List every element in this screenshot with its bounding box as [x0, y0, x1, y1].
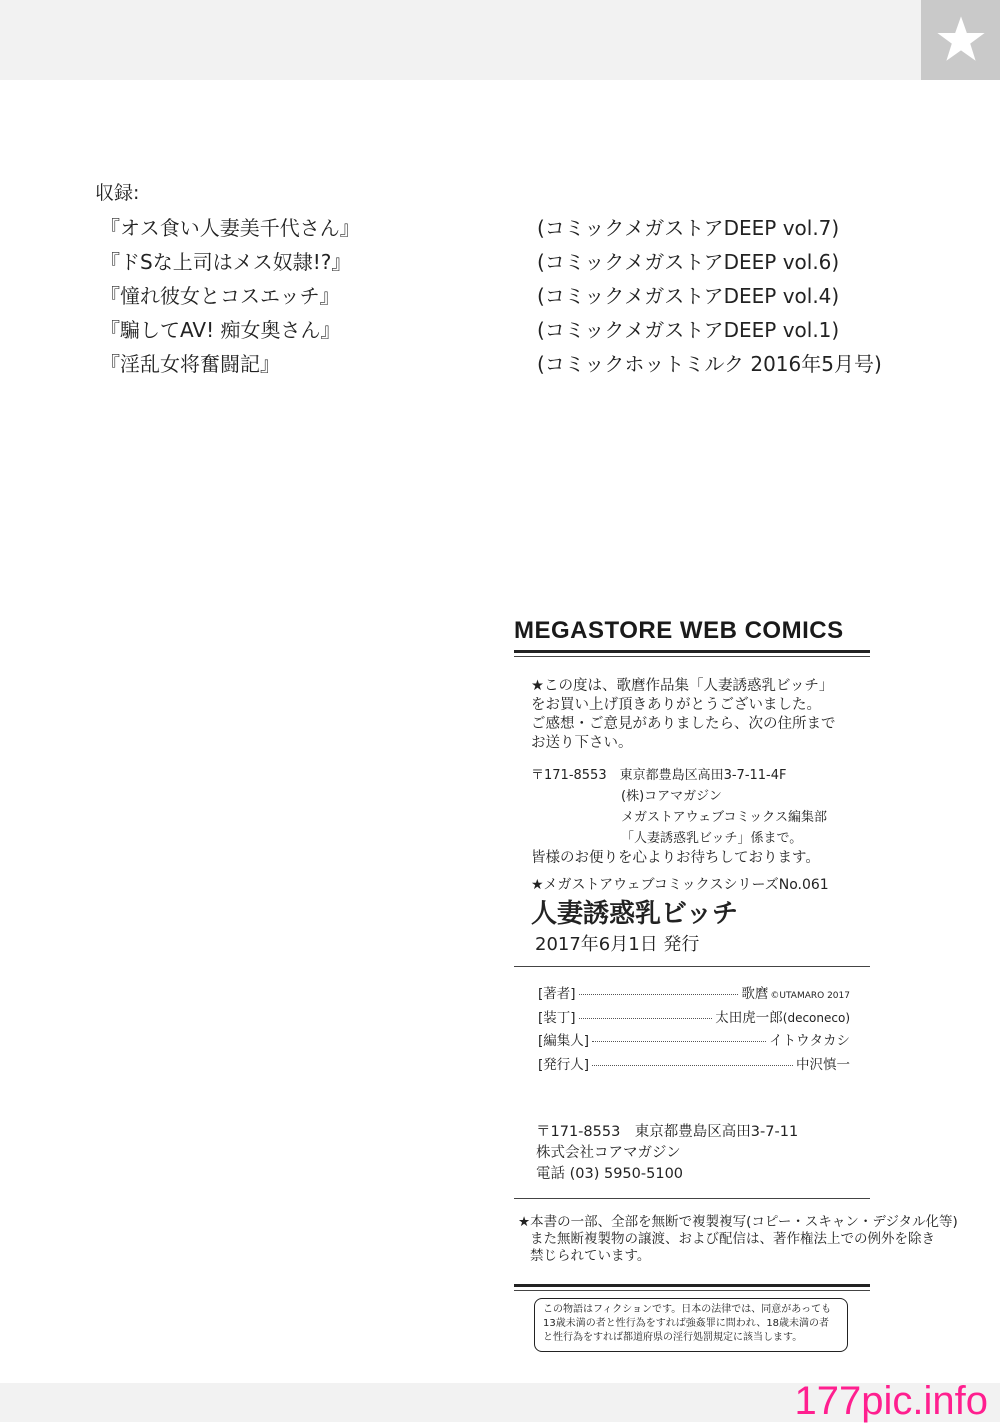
divider: [514, 1284, 870, 1287]
content-item: [100, 242, 900, 276]
mail-address: [531, 765, 827, 849]
watermark: 177pic.info: [794, 1379, 988, 1423]
credit-name: 太田虎一郎: [715, 1009, 783, 1026]
credits-list: [538, 982, 850, 1076]
notice-line: また無断複製物の譲渡、および配信は、著作権法上での例外を除き: [530, 1231, 935, 1247]
credit-extra: (deconeco): [782, 1010, 850, 1025]
publisher-line: 株式会社コアマガジン: [536, 1145, 681, 1161]
credit-row: [538, 1006, 850, 1030]
brand-logo: MEGASTORE WEB COMICS: [514, 617, 844, 644]
publisher-line: 電話 (03) 5950-5100: [536, 1166, 684, 1182]
series-label: ★メガストアウェブコミックスシリーズNo.061: [531, 877, 829, 893]
address-line: 〒171-8553 東京都豊島区高田3-7-11-4F: [531, 768, 787, 783]
publication-date: 2017年6月1日 発行: [535, 934, 700, 955]
credit-row: [538, 982, 850, 1006]
notice-line: ★本書の一部、全部を無断で複製複写(コピー・スキャン・デジタル化等): [518, 1214, 958, 1230]
disclaimer-line: この物語はフィクションです。日本の法律では、同意があっても: [543, 1304, 832, 1315]
credit-name: 中沢慎一: [796, 1056, 850, 1073]
divider: [514, 1290, 870, 1291]
waiting-message: 皆様のお便りを心よりお待ちしております。: [531, 850, 820, 866]
credit-role: [発行人]: [538, 1056, 590, 1073]
divider: [514, 656, 870, 657]
content-item: [100, 344, 900, 378]
credit-row: [538, 1029, 850, 1053]
star-icon: [934, 13, 988, 67]
leader-dots: [579, 994, 739, 995]
content-item: [100, 208, 900, 242]
book-title: 人妻誘惑乳ビッチ: [531, 899, 738, 929]
content-title: 『騙してAV! 痴女奥さん』: [100, 318, 341, 342]
thanks-message: [531, 677, 836, 753]
thanks-line: をお買い上げ頂きありがとうございました。: [531, 697, 821, 713]
thanks-line: お送り下さい。: [531, 735, 633, 751]
contents-list: [100, 208, 900, 378]
credit-role: [装丁]: [538, 1009, 576, 1026]
content-title: 『ドSな上司はメス奴隷!?』: [100, 250, 352, 274]
publisher-line: 〒171-8553 東京都豊島区高田3-7-11: [536, 1124, 799, 1140]
credit-name: 歌麿: [741, 986, 769, 1002]
disclaimer-line: と性行為をすれば都道府県の淫行処罰規定に該当します。: [543, 1332, 803, 1343]
content-source: (コミックメガストアDEEP vol.4): [537, 284, 840, 308]
credit-role: [編集人]: [538, 1033, 590, 1049]
fiction-disclaimer: [534, 1298, 848, 1352]
address-line: 「人妻誘惑乳ビッチ」係まで。: [621, 831, 803, 846]
publisher-info: [536, 1122, 798, 1185]
content-source: (コミックホットミルク 2016年5月号): [537, 352, 882, 376]
divider: [514, 1198, 870, 1199]
disclaimer-line: 13歳未満の者と性行為をすれば強姦罪に問われ、18歳未満の者: [543, 1318, 830, 1329]
credit-extra: ©UTAMARO 2017: [770, 991, 850, 1001]
thanks-line: ご感想・ご意見がありましたら、次の住所まで: [531, 716, 836, 732]
content-source: (コミックメガストアDEEP vol.1): [537, 318, 840, 342]
star-badge: [921, 0, 1000, 80]
content-title: 『オス食い人妻美千代さん』: [100, 216, 360, 240]
content-title: 『憧れ彼女とコスエッチ』: [100, 284, 340, 308]
address-line: (株)コアマガジン: [621, 789, 722, 804]
content-source: (コミックメガストアDEEP vol.7): [537, 216, 840, 240]
top-band: [0, 0, 1000, 80]
credit-role: [著者]: [538, 986, 576, 1002]
divider: [514, 650, 870, 653]
copyright-notice: [518, 1214, 958, 1265]
contents-heading: 収録:: [95, 182, 140, 204]
leader-dots: [592, 1065, 793, 1066]
address-line: メガストアウェブコミックス編集部: [621, 810, 828, 825]
content-item: [100, 310, 900, 344]
leader-dots: [579, 1018, 713, 1019]
notice-line: 禁じられています。: [530, 1248, 651, 1264]
thanks-line: ★この度は、歌麿作品集「人妻誘惑乳ビッチ」: [531, 678, 834, 694]
content-item: [100, 276, 900, 310]
credit-name: イトウタカシ: [769, 1033, 850, 1049]
content-source: (コミックメガストアDEEP vol.6): [537, 250, 840, 274]
leader-dots: [592, 1041, 766, 1042]
content-title: 『淫乱女将奮闘記』: [100, 352, 280, 376]
credit-row: [538, 1053, 850, 1077]
divider: [514, 966, 870, 967]
